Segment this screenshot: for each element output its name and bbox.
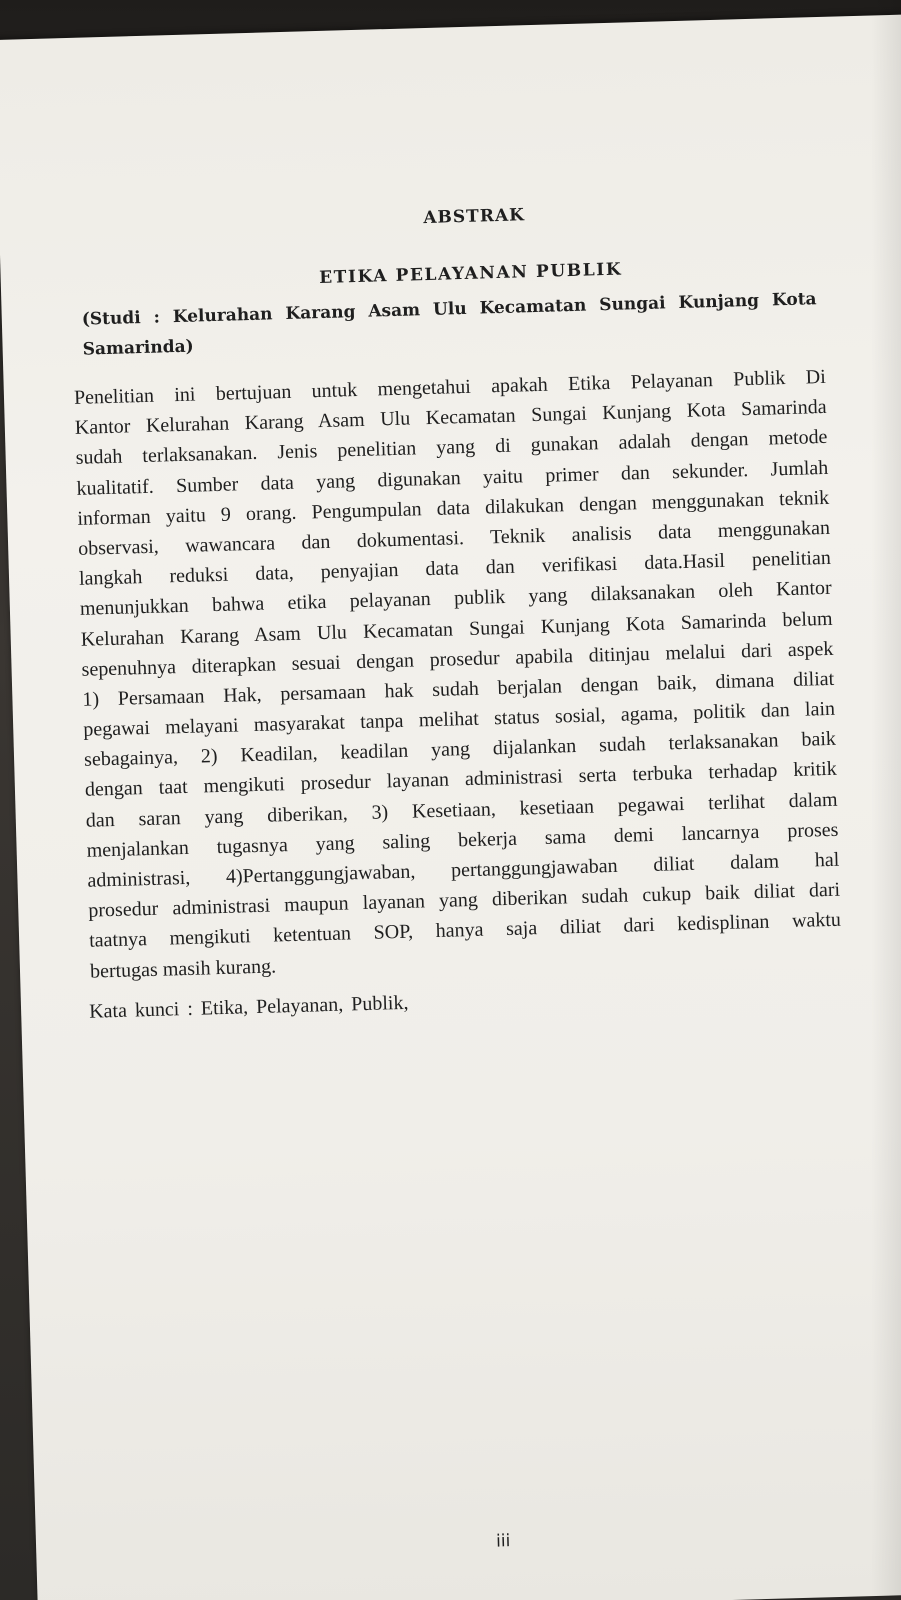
document-page xyxy=(0,14,901,1600)
body-line: sebagainya, 2) Keadilan, keadilan yang dijalankan sudah terlaksanakan baik xyxy=(83,728,837,772)
body-line: sepenuhnya diterapkan sesuai dengan prosedur apabila ditinjau melalui dari aspek xyxy=(81,637,834,681)
body-line: menunjukkan bahwa etika pelayanan publik yang dilaksanakan oleh Kantor xyxy=(79,577,832,621)
body-line: observasi, wawancara dan dokumentasi. Teknik analisis data menggunakan xyxy=(77,516,831,560)
page-number: iii xyxy=(495,1531,511,1552)
body-line: sudah terlaksanakan. Jenis penelitian yang di gunakan adalah dengan metode xyxy=(75,426,828,470)
abstract-heading: ABSTRAK xyxy=(423,205,526,229)
body-line: langkah reduksi data, penyajian data dan verifikasi data.Hasil penelitian xyxy=(78,546,832,590)
body-line: dan saran yang diberikan, 3) Kesetiaan, kesetiaan pegawai terlihat dalam xyxy=(85,788,838,832)
body-line: 1) Persamaan Hak, persamaan hak sudah berjalan dengan baik, dimana diliat xyxy=(82,667,835,711)
body-line: kualitatif. Sumber data yang digunakan yaitu primer dan sekunder. Jumlah xyxy=(76,456,829,500)
body-line: menjalankan tugasnya yang saling bekerja sama demi lancarnya proses xyxy=(86,818,839,862)
body-line: dengan taat mengikuti prosedur layanan administrasi serta terbuka terhadap kritik xyxy=(84,758,837,802)
body-line: Kantor Kelurahan Karang Asam Ulu Kecamatan Sungai Kunjang Kota Samarinda xyxy=(74,396,827,440)
document-title: ETIKA PELAYANAN PUBLIK xyxy=(318,259,623,289)
body-line: taatnya mengikuti ketentuan SOP, hanya saja diliat dari kedisplinan waktu xyxy=(88,909,842,953)
study-subtitle: (Studi : Kelurahan Karang Asam Ulu Kecamatan Sungai Kunjang Kota Samarinda) xyxy=(81,289,817,360)
body-line: prosedur administrasi maupun layanan yang diberikan sudah cukup baik diliat dari xyxy=(88,878,841,922)
body-line: informan yaitu 9 orang. Pengumpulan data dilakukan dengan menggunakan teknik xyxy=(77,486,830,530)
body-line: Penelitian ini bertujuan untuk mengetahui apakah Etika Pelayanan Publik Di xyxy=(73,365,827,409)
keywords: Kata kunci : Etika, Pelayanan, Publik, xyxy=(88,991,409,1023)
body-line: Kelurahan Karang Asam Ulu Kecamatan Sungai Kunjang Kota Samarinda belum xyxy=(80,607,833,651)
body-line: administrasi, 4)Pertanggungjawaban, pertanggungjawaban diliat dalam hal xyxy=(87,848,840,892)
body-line: bertugas masih kurang. xyxy=(89,955,277,983)
body-line: pegawai melayani masyarakat tanpa melihat status sosial, agama, politik dan lain xyxy=(82,697,836,741)
abstract-body xyxy=(74,362,843,987)
